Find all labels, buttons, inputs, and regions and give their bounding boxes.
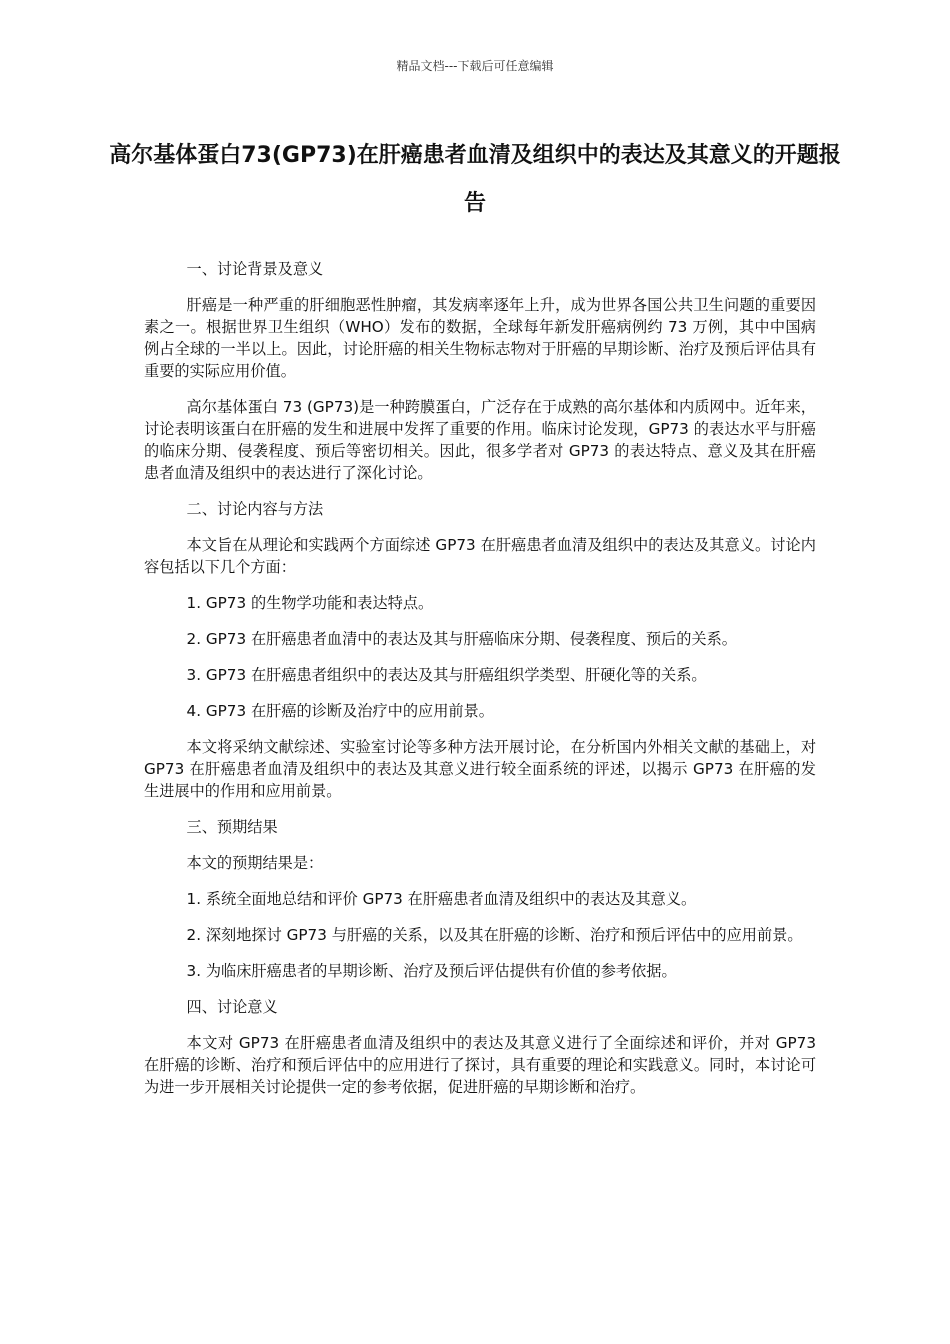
section-heading-content-methods: 二、讨论内容与方法 xyxy=(186,500,324,518)
paragraph-significance: 本文对 GP73 在肝癌患者血清及组织中的表达及其意义进行了全面综述和评价，并对 GP73 在肝癌的诊断、治疗和预后评估中的应用进行了探讨，具有重要的理论和实践意义。同时，本讨论可为进一步开展相关讨论提供一定的参考依据，促进肝癌的早期诊断和治疗。 xyxy=(144,1034,816,1096)
paragraph-results-intro: 本文的预期结果是： xyxy=(186,854,324,872)
section-heading-background: 一、讨论背景及意义 xyxy=(186,260,324,278)
paragraph-liver-cancer-intro: 肝癌是一种严重的肝细胞恶性肿瘤，其发病率逐年上升，成为世界各国公共卫生问题的重要因素之一。根据世界卫生组织（WHO）发布的数据，全球每年新发肝癌病例约 73 万例，其中中国病例占全球的一半以上。因此，讨论肝癌的相关生物标志物对于肝癌的早期诊断、治疗及预后评估具有重要的实际应用价值。 xyxy=(144,296,816,380)
document-body xyxy=(144,258,816,1112)
document-title: 高尔基体蛋白73(GP73)在肝癌患者血清及组织中的表达及其意义的开题报告 xyxy=(109,143,841,216)
list-item: 2. 深刻地探讨 GP73 与肝癌的关系，以及其在肝癌的诊断、治疗和预后评估中的应用前景。 xyxy=(186,926,803,944)
list-item: 3. 为临床肝癌患者的早期诊断、治疗及预后评估提供有价值的参考依据。 xyxy=(186,962,677,980)
section-heading-expected-results: 三、预期结果 xyxy=(186,818,278,836)
list-item: 1. GP73 的生物学功能和表达特点。 xyxy=(186,594,434,612)
list-item: 1. 系统全面地总结和评价 GP73 在肝癌患者血清及组织中的表达及其意义。 xyxy=(186,890,697,908)
list-item: 4. GP73 在肝癌的诊断及治疗中的应用前景。 xyxy=(186,702,494,720)
paragraph-gp73-intro: 高尔基体蛋白 73 (GP73)是一种跨膜蛋白，广泛存在于成熟的高尔基体和内质网中。近年来，讨论表明该蛋白在肝癌的发生和进展中发挥了重要的作用。临床讨论发现，GP73 的表达水平与肝癌的临床分期、侵袭程度、预后等密切相关。因此，很多学者对 GP73 的表达特点、意义及其在肝癌患者血清及组织中的表达进行了深化讨论。 xyxy=(144,398,816,482)
section-heading-significance: 四、讨论意义 xyxy=(186,998,278,1016)
list-item: 3. GP73 在肝癌患者组织中的表达及其与肝癌组织学类型、肝硬化等的关系。 xyxy=(186,666,707,684)
paragraph-methods: 本文将采纳文献综述、实验室讨论等多种方法开展讨论，在分析国内外相关文献的基础上，对 GP73 在肝癌患者血清及组织中的表达及其意义进行较全面系统的评述，以揭示 GP73 在肝癌的发生进展中的作用和应用前景。 xyxy=(144,738,816,800)
list-item: 2. GP73 在肝癌患者血清中的表达及其与肝癌临床分期、侵袭程度、预后的关系。 xyxy=(186,630,737,648)
paragraph-content-intro: 本文旨在从理论和实践两个方面综述 GP73 在肝癌患者血清及组织中的表达及其意义。讨论内容包括以下几个方面： xyxy=(144,536,816,576)
page-header: 精品文档---下载后可任意编辑 xyxy=(396,59,554,73)
